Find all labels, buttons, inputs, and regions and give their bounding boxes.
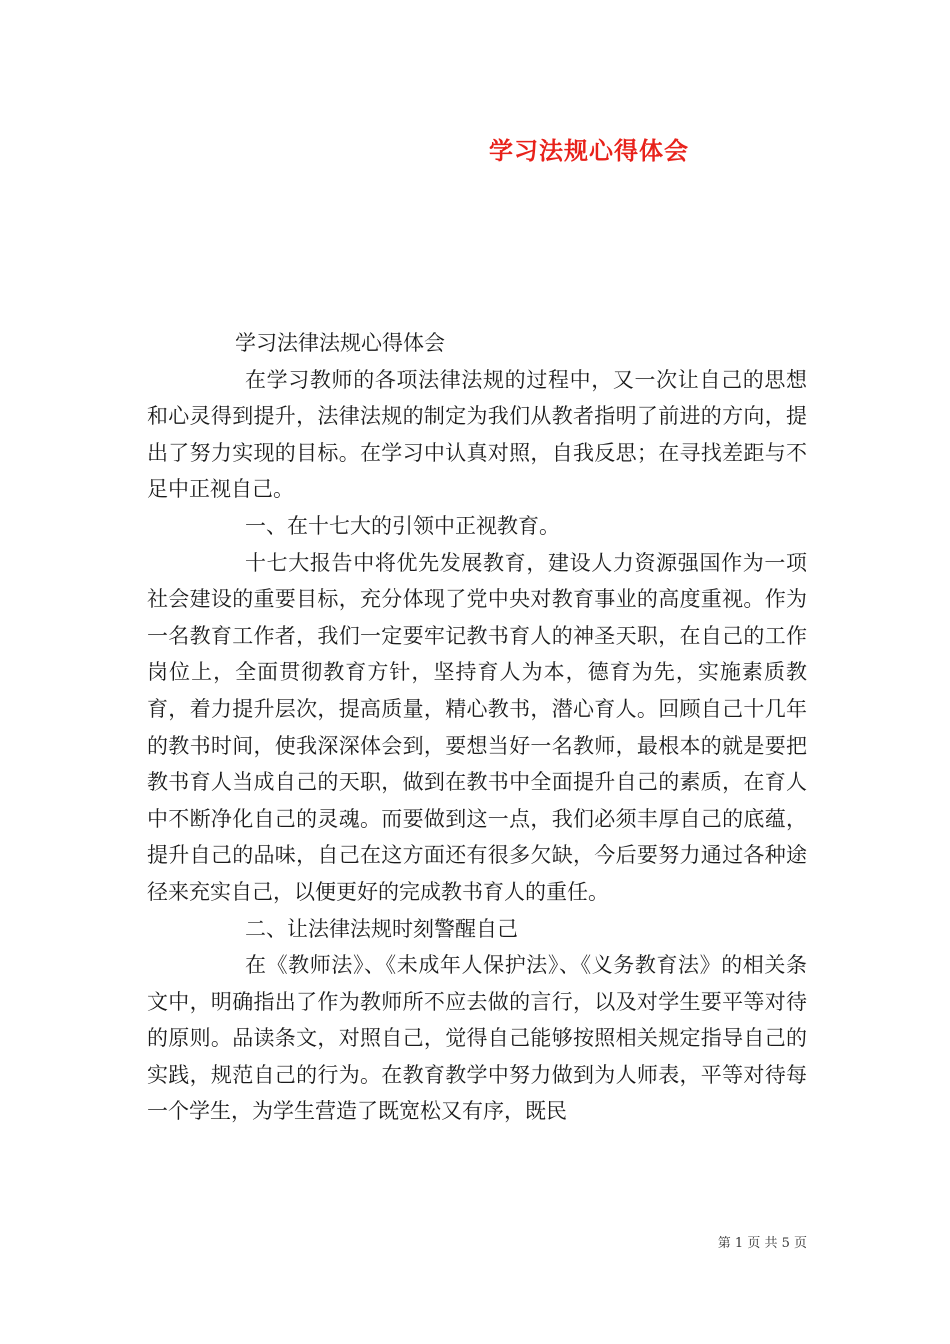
section-heading-2: 二、让法律法规时刻警醒自己 bbox=[245, 916, 518, 941]
document-body bbox=[147, 325, 807, 1130]
paragraph-intro: 在学习教师的各项法律法规的过程中，又一次让自己的思想和心灵得到提升，法律法规的制定为我们从教者指明了前进的方向，提出了努力实现的目标。在学习中认真对照，自我反思；在寻找差距与不足中正视自己。 bbox=[147, 367, 807, 502]
section-heading-1: 一、在十七大的引领中正视教育。 bbox=[245, 513, 560, 538]
paragraph-section-1: 十七大报告中将优先发展教育，建设人力资源强国作为一项社会建设的重要目标，充分体现了党中央对教育事业的高度重视。作为一名教育工作者，我们一定要牢记教书育人的神圣天职，在自己的工作岗位上，全面贯彻教育方针，坚持育人为本，德育为先，实施素质教育，着力提升层次，提高质量，精心教书，潜心育人。回顾自己十几年的教书时间，使我深深体会到，要想当好一名教师，最根本的就是要把教书育人当成自己的天职，做到在教书中全面提升自己的素质，在育人中不断净化自己的灵魂。而要做到这一点，我们必须丰厚自己的底蕴，提升自己的品味，自己在这方面还有很多欠缺，今后要努力通过各种途径来充实自己，以便更好的完成教书育人的重任。 bbox=[147, 550, 807, 904]
document-title: 学习法规心得体会 bbox=[489, 136, 689, 165]
page-number-footer: 第 1 页 共 5 页 bbox=[717, 1236, 807, 1251]
paragraph-section-2: 在《教师法》、《未成年人保护法》、《义务教育法》的相关条文中，明确指出了作为教师所不应去做的言行，以及对学生要平等对待的原则。品读条文，对照自己，觉得自己能够按照相关规定指导自己的实践，规范自己的行为。在教育教学中努力做到为人师表，平等对待每一个学生，为学生营造了既宽松又有序，既民 bbox=[147, 953, 807, 1124]
document-subtitle: 学习法律法规心得体会 bbox=[235, 331, 445, 355]
